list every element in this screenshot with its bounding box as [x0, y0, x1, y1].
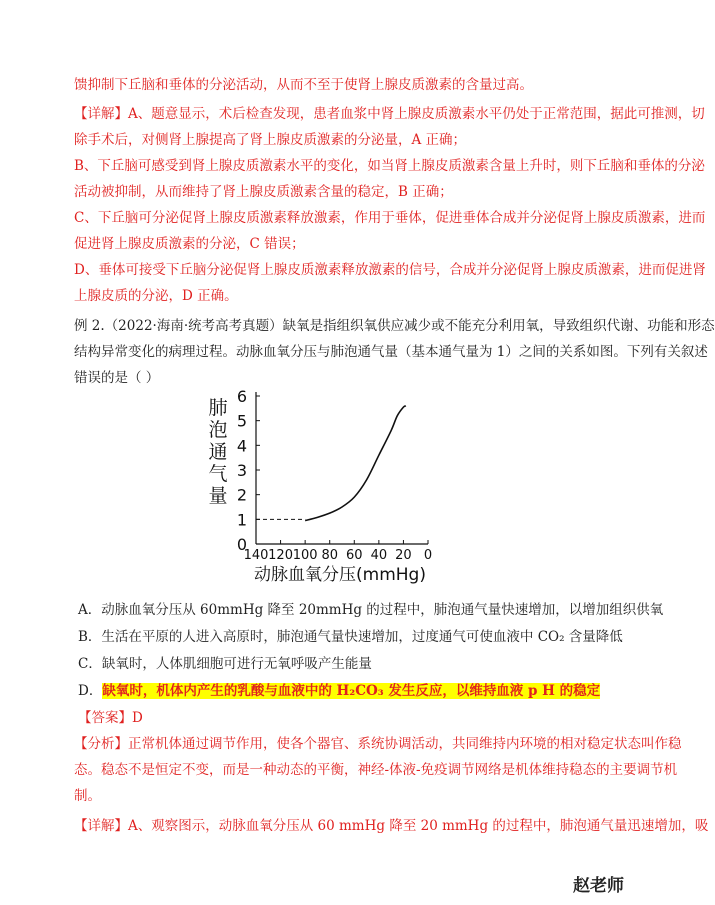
detail2-tag: 【详解】: [74, 818, 128, 834]
analysis-line: 态。稳态不是恒定不变，而是一种动态的平衡，神经-体液-免疫调节网络是机体维持稳态的主要调节机: [74, 762, 678, 778]
y-tick-label: 6: [236, 387, 248, 406]
x-tick-label: 20: [395, 548, 412, 563]
example-question-line: 错误的是（ ）: [74, 370, 160, 386]
x-tick-label: 100: [292, 548, 318, 563]
paragraph-line: 馈抑制下丘脑和垂体的分泌活动，从而不至于使肾上腺皮质激素的含量过高。: [74, 77, 533, 93]
y-axis-label-char: 量: [208, 485, 228, 507]
ventilation-curve: [305, 406, 406, 521]
detail-c-line: C、下丘脑可分泌促肾上腺皮质激素释放激素，作用于垂体，促进垂体合成并分泌促肾上腺皮质激素，进而: [74, 210, 706, 226]
y-axis-label-char: 泡: [208, 419, 228, 441]
example-question-line: 例 2.（2022·海南·统考高考真题）缺氧是指组织氧供应减少或不能充分利用氧，导致组织代谢、功能和形态: [74, 318, 715, 334]
analysis-line: [74, 731, 682, 757]
option-b: B．生活在平原的人进入高原时，肺泡通气量快速增加，过度通气可使血液中 CO₂ 含量降低: [78, 629, 623, 645]
x-tick-label: 40: [370, 548, 388, 563]
x-tick-label: 120: [268, 548, 293, 563]
analysis-line: 制。: [74, 788, 101, 804]
detail-text: A、题意显示，术后检查发现，患者血浆中肾上腺皮质激素水平仍处于正常范围，据此可推测，切: [128, 106, 705, 122]
y-axis-label-char: 气: [208, 463, 228, 485]
example-question-line: 结构异常变化的病理过程。动脉血氧分压与肺泡通气量（基本通气量为 1）之间的关系如图。下列有关叙述: [74, 344, 708, 360]
answer-value: D: [132, 710, 143, 726]
y-tick-label: 2: [236, 485, 248, 505]
x-tick-label: 80: [321, 548, 338, 563]
chart-axes: [256, 392, 428, 544]
y-tick-label: 0: [236, 535, 248, 554]
x-tick-label: 0: [423, 548, 433, 563]
detail-line: 除手术后，对侧肾上腺提高了肾上腺皮质激素的分泌量，A 正确；: [74, 132, 467, 148]
y-axis-label-char: 通: [208, 441, 228, 463]
y-axis-label: [208, 397, 227, 507]
detail2-line: [74, 813, 709, 839]
detail-line: [74, 101, 705, 127]
x-tick-label: 140: [243, 548, 269, 563]
answer-line: [78, 705, 598, 731]
y-tick-label: 4: [236, 436, 248, 456]
oxygen-ventilation-chart: [200, 384, 440, 584]
detail2-text: A、观察图示，动脉血氧分压从 60 mmHg 降至 20 mmHg 的过程中，肺泡通气量迅速增加，吸: [128, 818, 709, 834]
analysis-text: 正常机体通过调节作用，使各个器官、系统协调活动，共同维持内环境的相对稳定状态叫作稳: [128, 736, 682, 752]
detail-b-line: 活动被抑制，从而维持了肾上腺皮质激素含量的稳定，B 正确；: [74, 184, 453, 200]
detail-d-line: D、垂体可接受下丘脑分泌促肾上腺皮质激素释放激素的信号，合成并分泌促肾上腺皮质激素，进而促进肾: [74, 262, 706, 278]
detail-d-line: 上腺皮质的分泌，D 正确。: [74, 288, 238, 304]
detail-c-line: 促进肾上腺皮质激素的分泌，C 错误；: [74, 236, 305, 252]
y-tick-label: 1: [236, 510, 248, 530]
x-tick-label: 60: [346, 548, 363, 563]
option-a: A．动脉血氧分压从 60mmHg 降至 20mmHg 的过程中，肺泡通气量快速增加，以增加组织供氧: [78, 602, 664, 618]
analysis-tag: 【分析】: [74, 736, 128, 752]
detail-tag: 【详解】: [74, 106, 128, 122]
x-axis-label: 动脉血氧分压(mmHg): [254, 565, 426, 585]
option-c: C．缺氧时，人体肌细胞可进行无氧呼吸产生能量: [78, 656, 372, 672]
option-d: [78, 678, 600, 704]
option-d-prefix: D．: [78, 683, 103, 699]
option-d-highlight: 缺氧时，机体内产生的乳酸与血液中的 H₂CO₃ 发生反应，以维持血液 p H 的稳定: [102, 683, 601, 699]
y-axis-label-char: 肺: [208, 397, 228, 419]
answer-tag: 【答案】: [78, 710, 132, 726]
y-tick-label: 5: [236, 411, 248, 431]
detail-b-line: B、下丘脑可感受到肾上腺皮质激素水平的变化，如当肾上腺皮质激素含量上升时，则下丘脑和垂体的分泌: [74, 158, 705, 174]
author-watermark: 赵老师: [573, 876, 624, 896]
y-tick-label: 3: [236, 461, 248, 480]
